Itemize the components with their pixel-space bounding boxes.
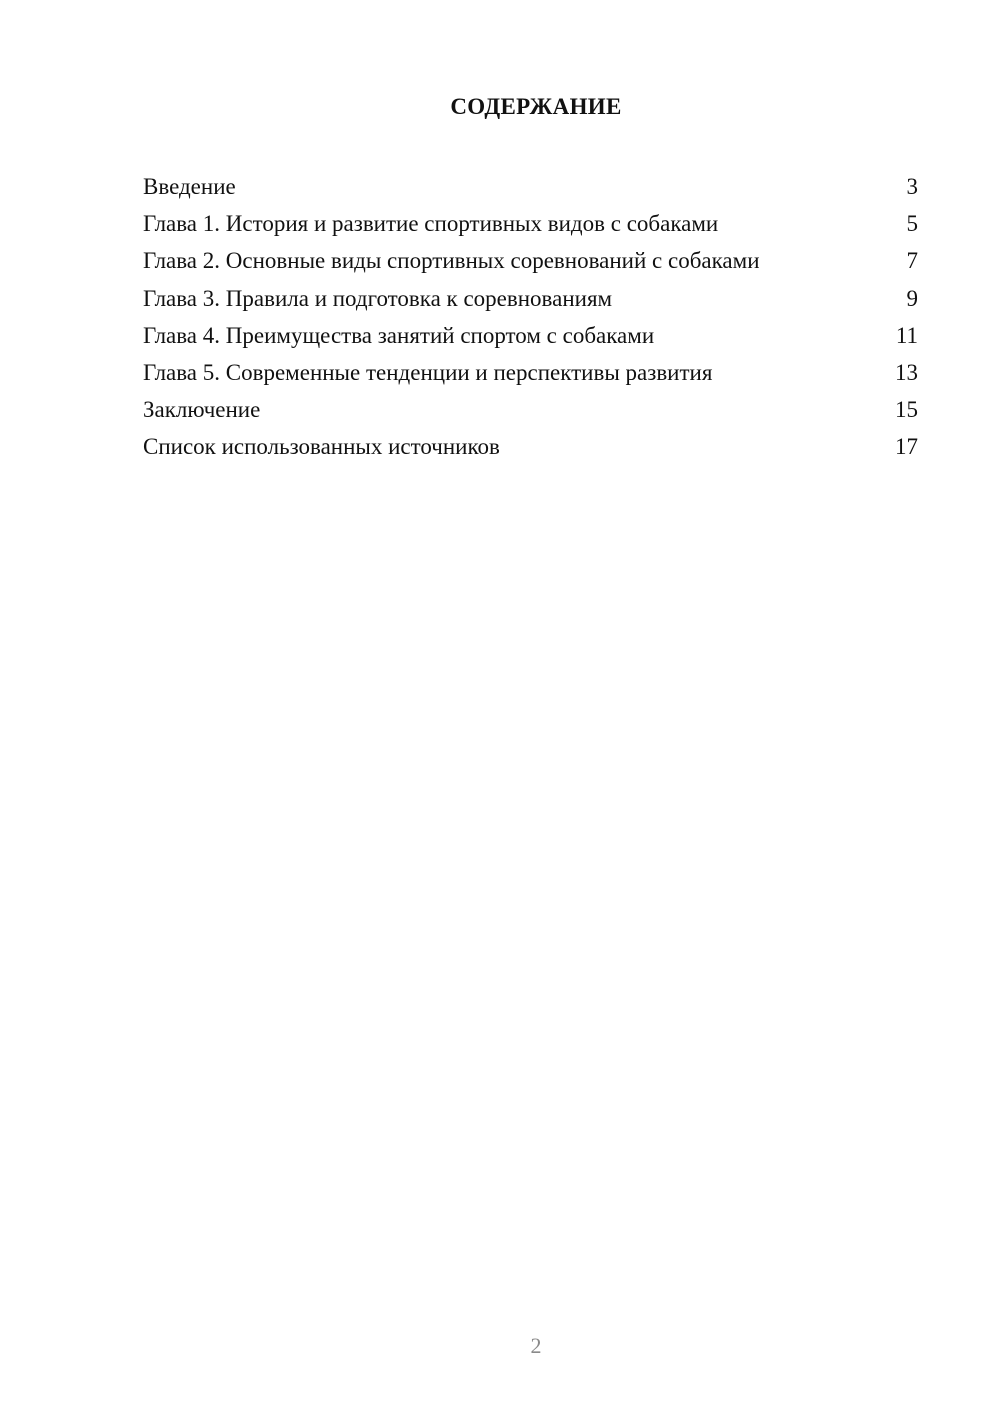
toc-entry-title: Введение (143, 174, 236, 199)
toc-entry-chapter-4 (143, 317, 918, 354)
toc-entry-page: 7 (906, 248, 918, 274)
toc-entry-chapter-2 (143, 242, 918, 279)
page-number: 2 (530, 1333, 542, 1358)
toc-entry-page: 3 (906, 174, 918, 199)
page-title: СОДЕРЖАНИЕ (450, 94, 622, 119)
toc-entry-introduction (143, 168, 918, 205)
toc-entry-title: Глава 3. Правила и подготовка к соревнованиям (143, 285, 613, 311)
toc-entry-page: 17 (895, 434, 918, 460)
toc-entry-page: 15 (895, 397, 918, 423)
toc-entry-chapter-5 (143, 354, 918, 391)
toc-entry-chapter-3 (143, 280, 918, 317)
table-of-contents (143, 168, 918, 466)
toc-entry-page: 9 (906, 285, 918, 311)
toc-entry-page: 5 (906, 211, 918, 237)
toc-entry-chapter-1 (143, 205, 918, 242)
toc-entry-title: Список использованных источников (143, 434, 500, 460)
toc-entry-conclusion (143, 391, 918, 428)
toc-entry-page: 13 (895, 359, 918, 385)
toc-entry-title: Заключение (143, 397, 261, 423)
toc-entry-title: Глава 1. История и развитие спортивных видов с собаками (143, 211, 719, 237)
toc-entry-page: 11 (895, 322, 918, 348)
toc-entry-references (143, 428, 918, 465)
toc-entry-title: Глава 5. Современные тенденции и перспективы развития (143, 359, 713, 385)
toc-entry-title: Глава 2. Основные виды спортивных соревнований с собаками (143, 248, 760, 274)
toc-entry-title: Глава 4. Преимущества занятий спортом с собаками (143, 322, 655, 348)
